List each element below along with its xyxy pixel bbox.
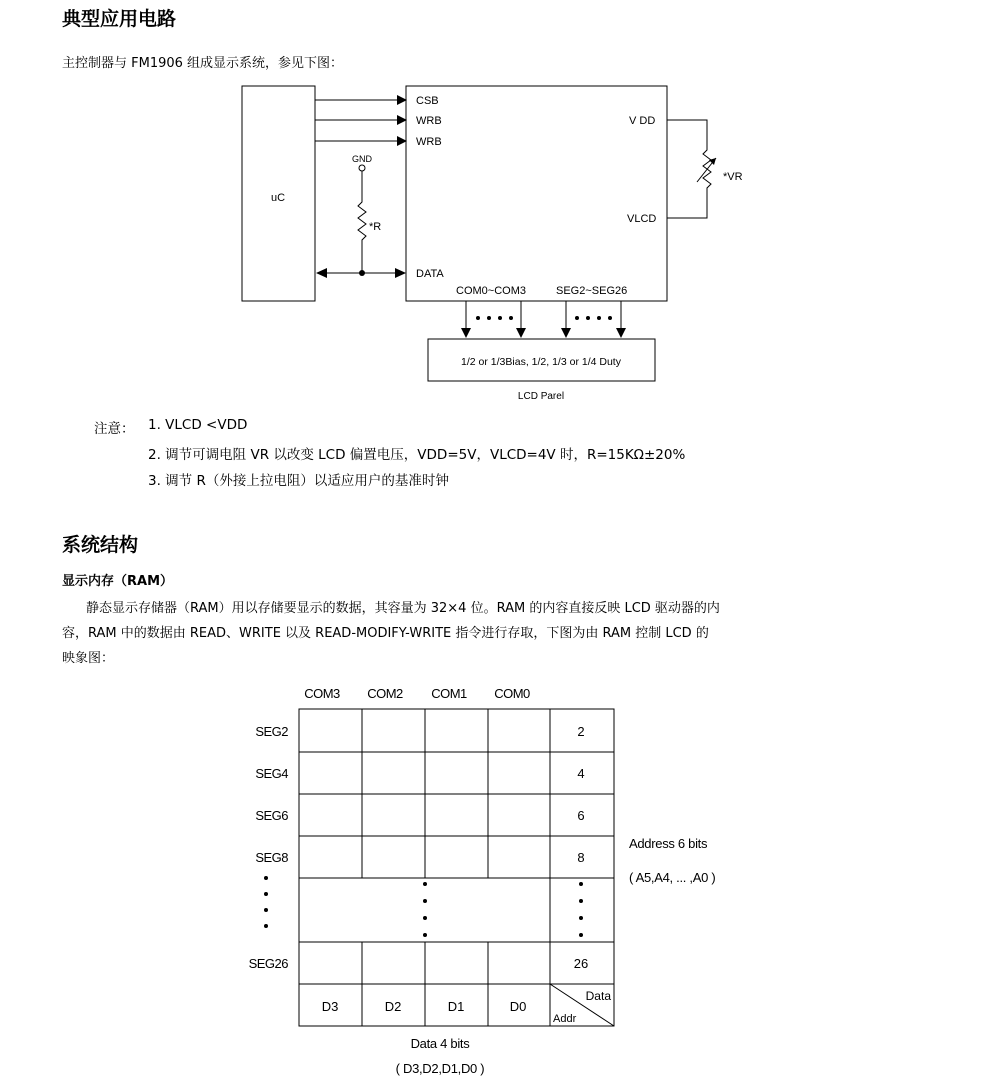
notes-prefix: 注意： bbox=[94, 421, 135, 437]
lcd-panel-text: 1/2 or 1/3Bias, 1/2, 1/3 or 1/4 Duty bbox=[461, 356, 621, 368]
pin-wrb-1: WRB bbox=[416, 115, 442, 127]
corner-data-label: Data bbox=[585, 989, 611, 1003]
address-cell: 6 bbox=[577, 808, 585, 823]
data-caption: Data 4 bits bbox=[410, 1036, 470, 1051]
data-bit: D3 bbox=[321, 999, 339, 1014]
ram-paragraph-line-2: 容，RAM 中的数据由 READ、WRITE 以及 READ-MODIFY-WRITE 指令进行存取，下图为由 RAM 控制 LCD 的 bbox=[62, 626, 709, 641]
variable-resistor-vr bbox=[667, 120, 711, 218]
lcd-panel-caption: LCD Parel bbox=[517, 391, 565, 402]
seg-label: SEG8 bbox=[255, 850, 288, 865]
ram-grid bbox=[299, 709, 614, 1026]
corner-addr-label: Addr bbox=[553, 1013, 577, 1025]
data-bit: D2 bbox=[384, 999, 402, 1014]
resistor-label: *R bbox=[369, 221, 382, 233]
address-cell: 2 bbox=[577, 724, 585, 739]
ram-paragraph-line-1: 静态显示存储器（RAM）用以存储要显示的数据，其容量为 32×4 位。RAM 的内容直接反映 LCD 驱动器的内 bbox=[86, 601, 720, 616]
address-caption: Address 6 bits bbox=[629, 836, 708, 851]
address-detail: ( A5,A4, ... ,A0 ) bbox=[629, 870, 716, 885]
note-2: 2. 调节可调电阻 VR 以改变 LCD 偏置电压，VDD=5V，VLCD=4V 时，R=15KΩ±20% bbox=[148, 447, 686, 463]
uc-label: uC bbox=[270, 192, 286, 204]
com-range-label: COM0~COM3 bbox=[456, 285, 526, 297]
note-3: 3. 调节 R（外接上拉电阻）以适应用户的基准时钟 bbox=[148, 473, 449, 489]
data-arrow-left bbox=[316, 268, 327, 278]
ram-map-diagram bbox=[0, 670, 991, 1083]
data-detail: ( D3,D2,D1,D0 ) bbox=[395, 1061, 485, 1076]
com-header: COM2 bbox=[367, 686, 403, 701]
data-bit: D1 bbox=[447, 999, 465, 1014]
pin-wrb-2: WRB bbox=[416, 136, 442, 148]
vr-label: *VR bbox=[723, 171, 743, 183]
section-title-system-structure: 系统结构 bbox=[62, 534, 139, 556]
note-1: 1. VLCD <VDD bbox=[148, 417, 248, 433]
pin-data: DATA bbox=[416, 268, 444, 280]
ellipsis-dots bbox=[264, 876, 583, 937]
com-header: COM0 bbox=[494, 686, 530, 701]
gnd-label: GND bbox=[352, 154, 372, 164]
seg-label: SEG6 bbox=[255, 808, 288, 823]
seg-label: SEG2 bbox=[255, 724, 288, 739]
com-header: COM3 bbox=[304, 686, 340, 701]
seg-label-last: SEG26 bbox=[248, 956, 288, 971]
data-junction bbox=[359, 270, 365, 276]
pin-csb: CSB bbox=[416, 95, 439, 107]
address-cell: 4 bbox=[577, 766, 585, 781]
resistor-r bbox=[358, 171, 366, 273]
intro-text: 主控制器与 FM1906 组成显示系统，参见下图： bbox=[62, 56, 344, 71]
address-cell-last: 26 bbox=[573, 956, 589, 971]
seg-dots bbox=[575, 316, 612, 320]
subsection-title-ram: 显示内存（RAM） bbox=[62, 574, 174, 589]
seg-range-label: SEG2~SEG26 bbox=[556, 285, 628, 297]
address-cell: 8 bbox=[577, 850, 585, 865]
section-title-typical-circuit: 典型应用电路 bbox=[62, 8, 177, 30]
data-arrow-right bbox=[395, 268, 406, 278]
pin-vlcd: VLCD bbox=[627, 213, 657, 225]
pin-vdd: V DD bbox=[629, 115, 656, 127]
seg-label: SEG4 bbox=[255, 766, 288, 781]
ram-paragraph-line-3: 映象图： bbox=[62, 651, 115, 666]
circuit-diagram bbox=[0, 0, 991, 420]
data-bit: D0 bbox=[509, 999, 527, 1014]
com-header: COM1 bbox=[431, 686, 467, 701]
com-dots bbox=[476, 316, 513, 320]
driver-block bbox=[406, 86, 667, 301]
gnd-terminal bbox=[359, 165, 365, 171]
